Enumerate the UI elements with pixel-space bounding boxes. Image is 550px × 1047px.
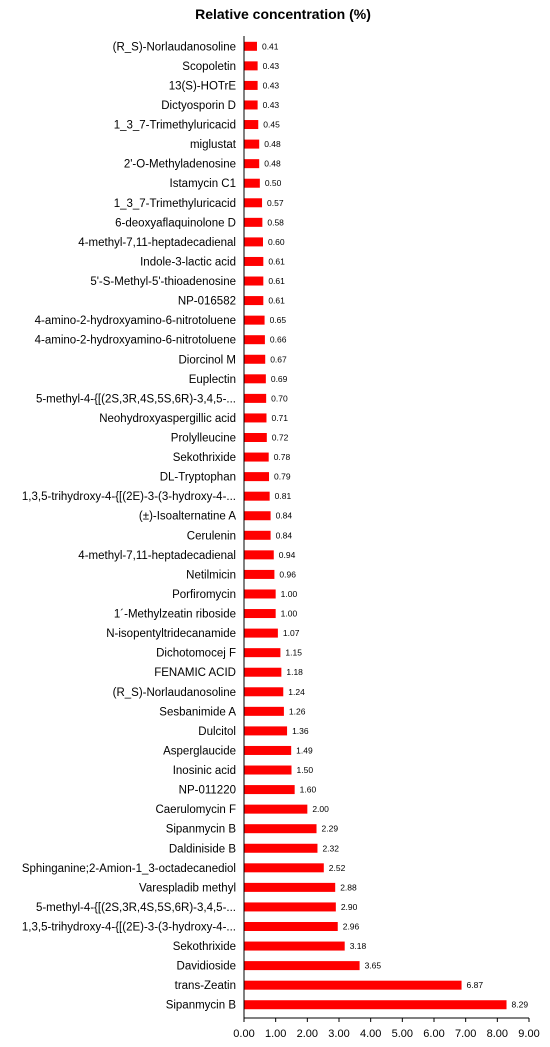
value-label: 2.52 [328, 862, 346, 873]
bar [244, 942, 345, 951]
category-label: (R_S)-Norlaudanosoline [112, 686, 236, 699]
category-label: Euplectin [188, 373, 236, 386]
category-label: Sesbanimide A [159, 706, 236, 719]
category-label: Scopoletin [182, 60, 236, 73]
category-label: 5'-S-Methyl-5'-thioadenosine [90, 276, 236, 289]
category-label: 13(S)-HOTrE [168, 80, 236, 93]
bar [244, 922, 338, 931]
value-label: 0.69 [270, 373, 288, 384]
category-label: Sipanmycin B [165, 823, 236, 836]
value-label: 0.50 [264, 178, 282, 189]
bar [244, 687, 283, 696]
value-label: 1.60 [299, 784, 317, 795]
category-label: NP-016582 [177, 295, 236, 308]
value-label: 1.50 [296, 765, 314, 776]
x-tick-label: 6.00 [423, 1028, 445, 1040]
value-label: 6.87 [466, 980, 484, 991]
value-label: 0.70 [271, 393, 288, 404]
category-label: Asperglaucide [163, 745, 236, 758]
value-label: 1.36 [292, 725, 309, 736]
bar [244, 785, 295, 794]
value-label: 1.49 [296, 745, 313, 756]
bar [244, 726, 287, 735]
bar [244, 1000, 507, 1009]
value-label: 0.61 [268, 276, 285, 287]
category-label: 1,3,5-trihydroxy-4-{[(2E)-3-(3-hydroxy-4-... [21, 491, 236, 504]
value-label: 1.24 [288, 686, 305, 697]
value-label: 0.60 [268, 236, 285, 247]
category-label: 1_3_7-Trimethyluricacid [113, 197, 236, 210]
value-label: 3.18 [349, 941, 367, 952]
category-label: Daldiniside B [168, 843, 236, 856]
category-label: 6-deoxyaflaquinolone D [115, 217, 236, 230]
category-label: 5-methyl-4-{[(2S,3R,4S,5S,6R)-3,4,5-... [35, 901, 236, 914]
category-label: (R_S)-Norlaudanosoline [112, 41, 236, 54]
category-label: 1_3_7-Trimethyluricacid [113, 119, 236, 132]
value-label: 0.94 [278, 549, 296, 560]
value-label: 1.18 [286, 667, 303, 678]
category-label: Caerulomycin F [155, 804, 236, 817]
bar [244, 805, 307, 814]
bar [244, 883, 335, 892]
value-label: 0.61 [268, 256, 285, 267]
bar [244, 335, 265, 344]
x-tick-label: 3.00 [328, 1028, 350, 1040]
category-label: (±)-Isoalternatine A [138, 510, 236, 523]
category-label: Netilmicin [186, 569, 236, 582]
value-label: 0.71 [271, 412, 289, 423]
x-tick-label: 2.00 [296, 1028, 319, 1040]
x-tick-label: 8.00 [486, 1028, 509, 1040]
category-label: 4-methyl-7,11-heptadecadienal [78, 549, 236, 562]
value-label: 0.81 [274, 491, 292, 502]
bar [244, 316, 265, 325]
category-label: Neohydroxyaspergillic acid [99, 412, 236, 425]
bar [244, 472, 269, 481]
bar [244, 668, 281, 677]
category-label: DL-Tryptophan [159, 471, 236, 484]
bar [244, 120, 258, 129]
value-label: 0.43 [262, 99, 280, 110]
x-tick-label: 4.00 [359, 1028, 382, 1040]
bar [244, 961, 360, 970]
category-label: Dulcitol [198, 725, 236, 738]
category-label: 4-amino-2-hydroxyamino-6-nitrotoluene [34, 315, 236, 328]
bar [244, 609, 276, 618]
value-label: 2.96 [342, 921, 360, 932]
value-label: 2.00 [312, 804, 329, 815]
category-label: FENAMIC ACID [154, 667, 236, 680]
bar [244, 140, 259, 149]
bar [244, 81, 258, 90]
bar [244, 413, 266, 422]
category-label: Sipanmycin B [165, 999, 236, 1012]
x-tick-label: 7.00 [454, 1028, 477, 1040]
value-label: 2.29 [321, 823, 339, 834]
category-label: Diorcinol M [178, 354, 236, 367]
x-tick-label: 9.00 [518, 1028, 540, 1040]
category-label: Prolylleucine [170, 432, 236, 445]
category-label: Davidioside [176, 960, 236, 973]
x-tick-label: 1.00 [264, 1028, 287, 1040]
bar [244, 648, 280, 657]
value-label: 0.57 [267, 197, 284, 208]
value-label: 2.32 [322, 843, 340, 854]
value-label: 0.43 [262, 60, 280, 71]
bar [244, 218, 262, 227]
value-label: 1.26 [288, 706, 306, 717]
value-label: 2.88 [340, 882, 357, 893]
bar [244, 42, 257, 51]
value-label: 0.84 [275, 510, 293, 521]
chart-title: Relative concentration (%) [195, 6, 371, 22]
category-label: Sphinganine;2-Amion-1_3-octadecanediol [21, 862, 236, 875]
bar [244, 61, 258, 70]
x-tick-label: 0.00 [233, 1028, 255, 1040]
bars-group [22, 41, 529, 1011]
value-label: 0.72 [271, 432, 289, 443]
value-label: 8.29 [511, 999, 529, 1010]
category-label: Sekothrixide [172, 941, 236, 954]
bar [244, 198, 262, 207]
category-label: 1,3,5-trihydroxy-4-{[(2E)-3-(3-hydroxy-4-... [21, 921, 236, 934]
value-label: 1.00 [280, 608, 298, 619]
bar [244, 159, 259, 168]
category-label: trans-Zeatin [174, 980, 236, 993]
category-label: NP-011220 [178, 784, 236, 797]
value-label: 0.79 [274, 471, 291, 482]
category-label: Inosinic acid [172, 765, 236, 778]
value-label: 0.61 [268, 295, 285, 306]
bar [244, 492, 270, 501]
category-label: N-isopentyltridecanamide [106, 628, 236, 641]
bar [244, 374, 266, 383]
bar [244, 981, 462, 990]
bar [244, 844, 317, 853]
bar [244, 863, 324, 872]
bar [244, 511, 271, 520]
bar [244, 100, 258, 109]
bar [244, 589, 276, 598]
value-label: 0.66 [269, 334, 287, 345]
bar [244, 550, 274, 559]
value-label: 0.43 [262, 80, 280, 91]
category-label: 4-amino-2-hydroxyamino-6-nitrotoluene [34, 334, 236, 347]
value-label: 0.41 [261, 41, 279, 52]
bar [244, 355, 265, 364]
bar [244, 237, 263, 246]
category-label: Porfiromycin [172, 588, 236, 601]
bar [244, 394, 266, 403]
bar [244, 746, 291, 755]
x-tick-label: 5.00 [391, 1028, 414, 1040]
bar [244, 766, 292, 775]
value-label: 0.78 [273, 452, 291, 463]
bar [244, 277, 263, 286]
bar [244, 707, 284, 716]
category-label: 1´-Methylzeatin riboside [113, 608, 236, 621]
category-label: Indole-3-lactic acid [140, 256, 236, 269]
bar [244, 433, 267, 442]
category-label: Varespladib methyl [139, 882, 236, 895]
value-label: 0.48 [264, 139, 281, 150]
value-label: 1.15 [285, 647, 302, 658]
category-label: Sekothrixide [172, 452, 236, 465]
category-label: Cerulenin [186, 530, 236, 543]
value-label: 0.45 [263, 119, 280, 130]
category-label: miglustat [189, 139, 236, 152]
value-label: 1.07 [282, 628, 300, 639]
value-label: 0.48 [264, 158, 281, 169]
bar [244, 179, 260, 188]
value-label: 2.90 [340, 901, 358, 912]
bar [244, 296, 263, 305]
category-label: Istamycin C1 [169, 178, 236, 191]
bar [244, 570, 274, 579]
value-label: 0.58 [267, 217, 284, 228]
category-label: Dictyosporin D [161, 99, 236, 112]
value-label: 1.00 [280, 588, 298, 599]
bar [244, 629, 278, 638]
category-label: 4-methyl-7,11-heptadecadienal [78, 236, 236, 249]
bar [244, 531, 271, 540]
bar [244, 257, 263, 266]
value-label: 0.65 [269, 315, 287, 326]
value-label: 0.84 [275, 530, 293, 541]
value-label: 0.96 [279, 569, 296, 580]
category-label: Dichotomocej F [156, 647, 236, 660]
value-label: 3.65 [364, 960, 382, 971]
bar [244, 824, 317, 833]
category-label: 2'-O-Methyladenosine [123, 158, 236, 171]
bar [244, 453, 269, 462]
value-label: 0.67 [270, 354, 287, 365]
category-label: 5-methyl-4-{[(2S,3R,4S,5S,6R)-3,4,5-... [35, 393, 236, 406]
bar [244, 902, 336, 911]
